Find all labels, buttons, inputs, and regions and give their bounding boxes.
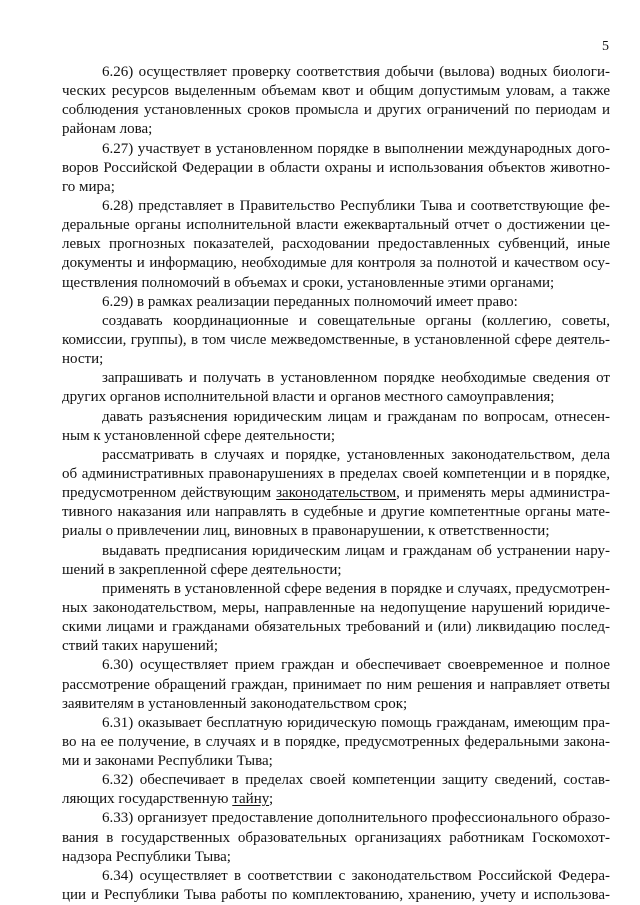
- text-line: [62, 350, 610, 369]
- text-line: [62, 771, 610, 790]
- text-line: [62, 561, 610, 580]
- text-line: [62, 809, 610, 828]
- text-segment: тивного наказания или направлять в судебные и другие компетентные органы мате-: [62, 504, 610, 521]
- text-line: [62, 140, 610, 159]
- text-segment: 6.34) осуществляет в соответствии с законодательством Российской Федера-: [102, 867, 610, 884]
- text-segment: 6.27) участвует в установленном порядке в выполнении международных дого-: [102, 140, 610, 157]
- text-line: [62, 274, 610, 293]
- text-segment: ным к установленной сфере деятельности;: [62, 427, 335, 444]
- text-segment: во на ее получение, в случаях и в порядке, предусмотренных федеральными закона-: [62, 733, 610, 750]
- text-segment: го мира;: [62, 178, 115, 195]
- text-segment: рассмотрение обращений граждан, принимает по ним решения и направляет ответы: [62, 676, 610, 693]
- text-line: [62, 312, 610, 331]
- text-line: [62, 637, 610, 656]
- text-line: [62, 216, 610, 235]
- text-segment: скими лицами и гражданами обязательных требований и (или) ликвидацию послед-: [62, 619, 610, 636]
- text-line: [62, 82, 610, 101]
- text-segment: 6.26) осуществляет проверку соответствия добычи (вылова) водных биологи-: [102, 64, 610, 80]
- text-segment: об административных правонарушениях в пределах своей компетенции и в порядке,: [62, 465, 610, 482]
- text-line: [62, 331, 610, 350]
- text-line: [62, 848, 610, 867]
- text-segment: давать разъяснения юридическим лицам и гражданам по вопросам, отнесен-: [102, 408, 610, 425]
- text-line: [62, 580, 610, 599]
- text-line: [62, 733, 610, 752]
- text-line: [62, 695, 610, 714]
- text-segment: деральные органы исполнительной власти ежеквартальный отчет о достижении це-: [62, 217, 610, 234]
- text-segment: 6.33) организует предоставление дополнительного профессионального образо-: [102, 810, 610, 827]
- text-line: [62, 120, 610, 139]
- text-line: [62, 829, 610, 848]
- text-line: [62, 465, 610, 484]
- text-line: [62, 63, 610, 82]
- text-line: [62, 446, 610, 465]
- text-segment: вания в государственных образовательных организациях работникам Госкомохот-: [62, 829, 610, 846]
- text-line: [62, 408, 610, 427]
- text-line: [62, 790, 610, 809]
- text-segment: ществления полномочий в объемах и сроки, установленные этими органами;: [62, 274, 555, 291]
- text-segment: 6.30) осуществляет прием граждан и обеспечивает своевременное и полное: [102, 657, 610, 674]
- text-line: [62, 522, 610, 541]
- text-line: [62, 886, 610, 905]
- text-line: [62, 427, 610, 446]
- text-segment: заявителям в установленный законодательством срок;: [62, 695, 408, 712]
- text-segment: 6.28) представляет в Правительство Республики Тыва и соответствующие фе-: [102, 197, 610, 214]
- page-number: 5: [602, 39, 609, 54]
- text-segment: 6.31) оказывает бесплатную юридическую помощь гражданам, имеющим пра-: [102, 714, 610, 731]
- text-line: [62, 503, 610, 522]
- text-line: [62, 599, 610, 618]
- underlined-term: тайну: [232, 791, 270, 808]
- text-segment: , и применять меры администра-: [396, 485, 610, 502]
- text-segment: районам лова;: [62, 121, 153, 138]
- text-segment: риалы о привлечении лиц, виновных в правонарушении, к ответственности;: [62, 523, 550, 540]
- text-segment: создавать координационные и совещательные органы (коллегию, советы,: [102, 312, 610, 329]
- text-segment: надзора Республики Тыва;: [62, 848, 231, 865]
- text-segment: ности;: [62, 351, 104, 368]
- text-segment: соблюдения установленных сроков промысла и других ограничений по периодам и: [62, 102, 610, 119]
- text-segment: комиссии, группы), в том числе межведомственные, в установленной сфере деятель-: [62, 331, 610, 348]
- text-line: [62, 752, 610, 771]
- text-segment: ции и Республики Тыва работы по комплектованию, хранению, учету и использова-: [62, 887, 610, 904]
- text-segment: применять в установленной сфере ведения в порядке и случаях, предусмотрен-: [102, 580, 610, 597]
- text-segment: предусмотренном действующим: [62, 485, 277, 502]
- text-segment: документы и информацию, необходимые для контроля за полнотой и качеством осу-: [62, 255, 610, 272]
- text-line: [62, 293, 610, 312]
- text-segment: шений в закрепленной сфере деятельности;: [62, 561, 342, 578]
- text-segment: воров Российской Федерации в области охраны и использования объектов животно-: [62, 159, 610, 176]
- text-segment: ствий таких нарушений;: [62, 638, 219, 655]
- text-line: [62, 235, 610, 254]
- text-line: [62, 867, 610, 886]
- text-segment: ческих ресурсов выделенным объемам квот и общим допустимым уловам, а также: [62, 83, 610, 100]
- text-line: [62, 542, 610, 561]
- text-line: [62, 254, 610, 273]
- text-segment: левых прогнозных показателей, расходовании предоставленных субвенций, иные: [62, 236, 610, 253]
- text-line: [62, 388, 610, 407]
- text-segment: 6.32) обеспечивает в пределах своей компетенции защиту сведений, состав-: [102, 772, 610, 789]
- text-segment: запрашивать и получать в установленном порядке необходимые сведения от: [102, 370, 610, 387]
- text-line: [62, 369, 610, 388]
- text-line: [62, 714, 610, 733]
- text-segment: ми и законами Республики Тыва;: [62, 753, 273, 770]
- text-line: [62, 484, 610, 503]
- text-segment: выдавать предписания юридическим лицам и гражданам об устранении нару-: [102, 542, 610, 559]
- text-line: [62, 178, 610, 197]
- text-segment: ных законодательством, меры, направленные на недопущение нарушений юридиче-: [62, 599, 610, 616]
- text-line: [62, 101, 610, 120]
- text-line: [62, 618, 610, 637]
- text-line: [62, 656, 610, 675]
- text-segment: других органов исполнительной власти и органов местного самоуправления;: [62, 389, 555, 406]
- text-segment: ;: [269, 791, 274, 808]
- text-segment: ляющих государственную: [62, 791, 233, 808]
- text-line: [62, 159, 610, 178]
- text-line: [62, 676, 610, 695]
- text-segment: 6.29) в рамках реализации переданных полномочий имеет право:: [102, 293, 518, 310]
- underlined-term: законодательством: [276, 485, 397, 502]
- text-segment: рассматривать в случаях и порядке, установленных законодательством, дела: [102, 446, 610, 463]
- text-line: [62, 197, 610, 216]
- document-body: [62, 63, 610, 905]
